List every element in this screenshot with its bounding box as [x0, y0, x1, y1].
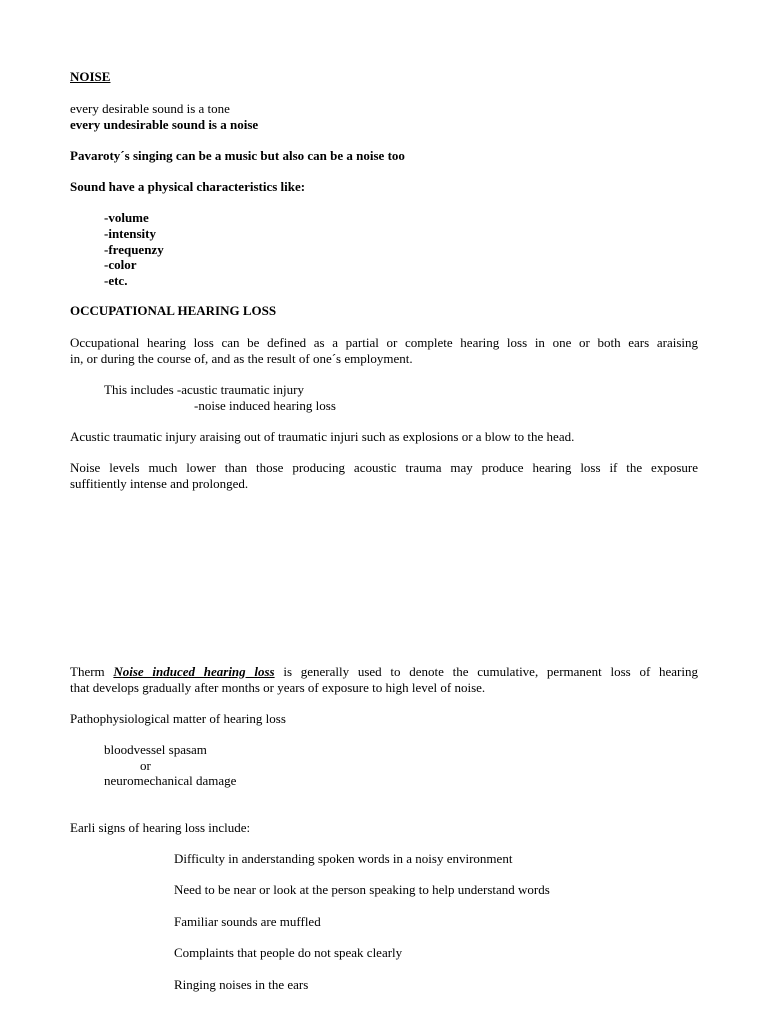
acustic-paragraph: Acustic traumatic injury araising out of traumatic injuri such as explosions or a blow to the head.: [70, 429, 575, 444]
noise-line: every undesirable sound is a noise: [70, 117, 259, 132]
therm-paragraph-line: Therm Noise induced hearing loss is generally used to denote the cumulative, permanent loss of hearing: [70, 664, 698, 679]
sign-item: Difficulty in anderstanding spoken words in a noisy environment: [174, 851, 513, 866]
patho-heading: Pathophysiological matter of hearing loss: [70, 711, 286, 726]
characteristic-item: -volume: [104, 210, 149, 225]
sign-item: Ringing noises in the ears: [174, 977, 309, 992]
characteristic-item: -intensity: [104, 226, 156, 241]
therm-paragraph-line: that develops gradually after months or years of exposure to high level of noise.: [70, 680, 486, 695]
noise-heading: NOISE: [70, 69, 111, 84]
ohl-definition-line: in, or during the course of, and as the result of one´s employment.: [70, 351, 413, 366]
noise-levels-line: Noise levels much lower than those producing acoustic trauma may produce hearing loss if the exposure: [70, 460, 698, 475]
patho-or: or: [140, 758, 151, 773]
sign-item: Familiar sounds are muffled: [174, 914, 321, 929]
noise-levels-line: suffitiently intense and prolonged.: [70, 476, 249, 491]
characteristics-intro: Sound have a physical characteristics like:: [70, 179, 306, 194]
sign-item: Complaints that people do not speak clearly: [174, 945, 403, 960]
ohl-heading: OCCUPATIONAL HEARING LOSS: [70, 303, 277, 318]
patho-item: neuromechanical damage: [104, 773, 237, 788]
nihl-term: Noise induced hearing loss: [113, 664, 275, 679]
characteristic-item: -color: [104, 257, 137, 272]
tone-line: every desirable sound is a tone: [70, 101, 230, 116]
characteristic-item: -frequenzy: [104, 242, 164, 257]
characteristic-item: -etc.: [104, 273, 128, 288]
includes-line: -noise induced hearing loss: [194, 398, 336, 413]
patho-item: bloodvessel spasam: [104, 742, 207, 757]
includes-line: This includes -acustic traumatic injury: [104, 382, 304, 397]
ohl-definition-line: Occupational hearing loss can be defined as a partial or complete hearing loss in one or both ears araising: [70, 335, 698, 350]
signs-intro: Earli signs of hearing loss include:: [70, 820, 251, 835]
pavaroty-line: Pavaroty´s singing can be a music but also can be a noise too: [70, 148, 405, 163]
sign-item: Need to be near or look at the person speaking to help understand words: [174, 882, 550, 897]
